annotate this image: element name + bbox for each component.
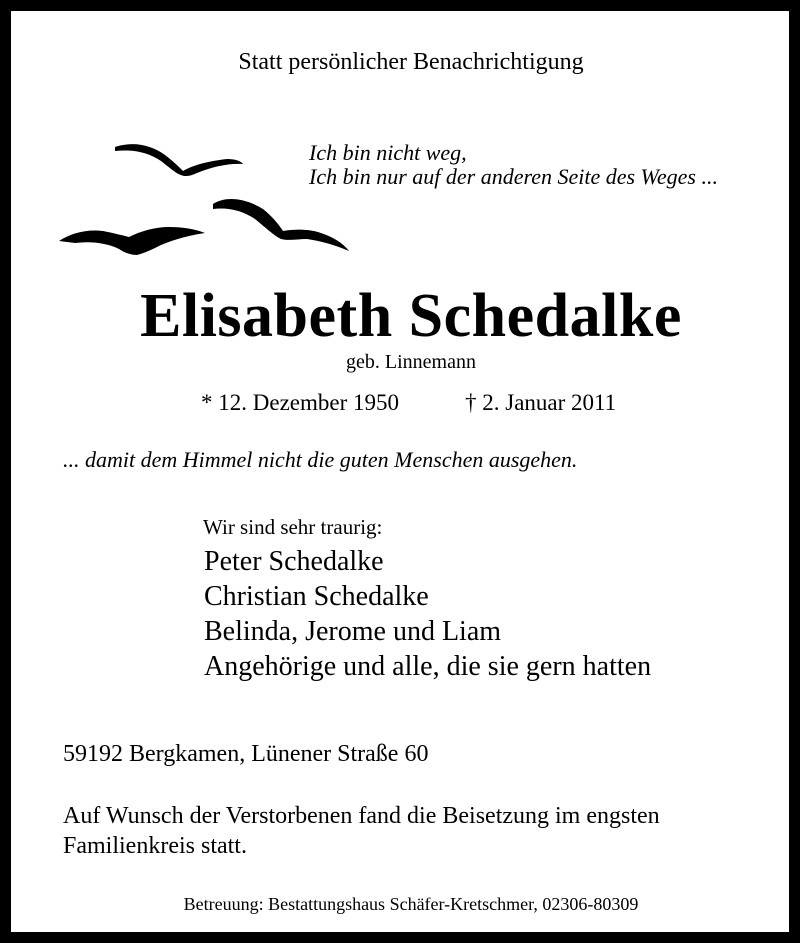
header-notice: Statt persönlicher Benachrichtigung [238,49,584,75]
mourner-name: Peter Schedalke [204,546,384,577]
mourner-name: Angehörige und alle, die sie gern hatten [204,651,652,682]
quote-line-2: Ich bin nur auf der anderen Seite des Weges ... [309,164,718,189]
memorial-quote [309,141,718,189]
death-date: † 2. Januar 2011 [465,390,617,415]
motto: ... damit dem Himmel nicht die guten Menschen ausgehen. [63,447,578,472]
mourners-intro: Wir sind sehr traurig: [203,515,383,539]
deceased-name: Elisabeth Schedalke [140,282,682,350]
quote-line-1: Ich bin nicht weg, [309,140,467,165]
birth-date: * 12. Dezember 1950 [201,390,399,415]
mourner-name: Christian Schedalke [204,581,429,612]
mourners-list [204,544,651,684]
burial-notice: Auf Wunsch der Verstorbenen fand die Beisetzung im engsten Familienkreis statt. [63,803,660,859]
funeral-home-credit: Betreuung: Bestattungshaus Schäfer-Kretschmer, 02306-80309 [183,894,639,914]
birth-name: geb. Linnemann [346,351,476,373]
address: 59192 Bergkamen, Lünener Straße 60 [63,741,429,767]
mourner-name: Belinda, Jerome und Liam [204,616,502,647]
